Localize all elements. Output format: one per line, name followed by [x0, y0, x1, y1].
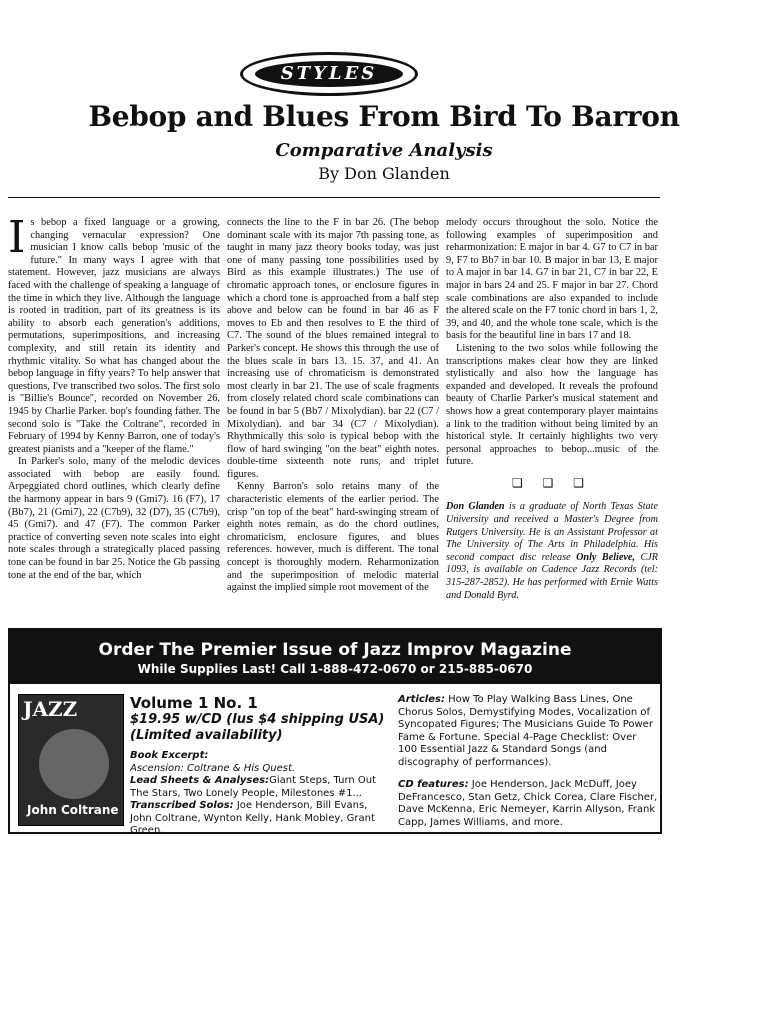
price: $19.95 w/CD (lus $4 shipping USA): [130, 712, 385, 727]
portrait-shape: [39, 729, 109, 799]
lead-sheets-text: Giant Steps, Turn Out The Stars, Two Lonely People, Milestones #1...: [130, 775, 377, 799]
ad-phone: While Supplies Last! Call 1-888-472-0670 or 215-885-0670: [137, 662, 533, 676]
lead-sheets-label: Lead Sheets & Analyses:: [130, 775, 270, 786]
paragraph: Listening to the two solos while following the transcriptions makes clear how they are linked stylistically and also how the language has expanded and developed. It reveals the profound beauty of Charlie Parker's musical statement and shows how a great contemporary player maintains a link to the tradition without being limited by an historical style. It certainly highlights two very personal approaches to bebop...music of the future.: [446, 342, 658, 468]
excerpt-label: Book Excerpt:: [130, 750, 209, 761]
styles-badge-label: STYLES: [255, 61, 403, 87]
cover-name: John Coltrane: [27, 803, 119, 817]
volume-label: Volume 1 No. 1: [130, 694, 258, 712]
bio-text: is a graduate of North Texas State University and received a Master's Degree from Rutgers University. He is an Assistant Professor at The University of The Arts in Philadelphia. His second compact disc release: [446, 501, 658, 563]
cd-text: Joe Henderson, Jack McDuff, Joey DeFrancesco, Stan Getz, Chick Corea, Clare Fischer, Dave McKenna, Eric Nemeyer, Karrin Allyson, Frank Capp, James Williams, and more.: [398, 779, 658, 828]
author-bio: [446, 501, 658, 602]
article-column-1: [8, 212, 220, 582]
cover-masthead: JAZZ: [23, 697, 78, 721]
articles-label: Articles:: [398, 694, 445, 705]
magazine-ad: [8, 628, 662, 834]
ad-contents: [398, 694, 658, 829]
end-marks: ❑ ❑ ❑: [512, 475, 592, 490]
excerpt-text: Ascension: Coltrane & His Quest.: [130, 762, 296, 774]
magazine-cover-image: [18, 694, 124, 826]
author-name: Don Glanden: [446, 501, 505, 513]
paragraph: melody occurs throughout the solo. Notice the following examples of superimposition and reharmonization: E major in bar 4. G7 to C7 in bar 9, F7 to Bb7 in bar 10. B major in bar 13, E major to A major in bar 14. G7 in bar 21, C7 in bar 22, E major in bars 24 and 25. F major in bar 27. Chord scale combinations are also expanded to include the altered scale on the F7 tonic chord in bars 1, 2, 39, and 40, and the whole tone scale, which is the basis for the beautiful line in bars 17 and 18.: [446, 217, 658, 342]
excerpt-block: [130, 750, 390, 838]
availability: (Limited availability): [130, 728, 283, 743]
transcribed-label: Transcribed Solos:: [130, 800, 234, 811]
paragraph-text: s bebop a fixed language or a growing, changing vernacular expression? One musician I know calls bebop 'music of the future." In many ways I agree with that statement. However, jazz musicians are always faced with the challenge of speaking a language of the time in which they live. Although the language is rooted in tradition, part of its greatness is its ability to absorb each generation's additions, permutations, superimpositions, and increasing complexity, and still retain its identity and rhythmic vitality. So what has changed about the bebop language in fifty years? To help answer that questions, I've transcribed two solos. The first solo is "Billie's Bounce", recorded on November 26. 1945 by Charlie Parker. bop's founding father. The second solo is "Take the Coltrane", recorded in February of 1994 by Kenny Barron, one of today's greatest pianists and a "keeper of the flame.": [8, 217, 220, 455]
ad-headline: Order The Premier Issue of Jazz Improv Magazine: [98, 640, 572, 660]
paragraph: In Parker's solo, many of the melodic devices associated with bebop are easily found. Arpeggiated chord outlines, which clearly define the harmony appear in bars 9 (Gmi7). 16 (F7), 17 (Bb7), 21 (Gmi7), 22 (C7b9), 32 (D7), 35 (C7b9), 45 (Gmi7). and 47 (F7). The common Parker practice of converting seven note scales into eight note scales through a strategically placed passing tone can be found in bar 25. Notice the Gb passing tone at the end of the bar, which: [8, 456, 220, 581]
bio-text: CJR 1093, is available on Cadence Jazz Records (tel: 315-287-2852). He has performed with Ernie Watts and Donald Byrd.: [446, 551, 658, 601]
article-title: Bebop and Blues From Bird To Barron: [88, 100, 680, 133]
paragraph: [8, 212, 220, 456]
article-column-3: [446, 217, 658, 602]
album-title: Only Believe,: [576, 551, 635, 563]
cd-block: [398, 779, 658, 829]
ad-header: [10, 630, 660, 684]
articles-block: [398, 694, 658, 769]
header-divider: [8, 197, 660, 198]
ad-issue-details: [130, 694, 390, 838]
paragraph: Kenny Barron's solo retains many of the characteristic elements of the earlier period. The crisp "on top of the beat" hard-swinging stream of eighth notes remain, as do the chord outlines, chromaticism, enclosure figures, and blues references. however, much is different. The tonal concept is thoroughly modern. Reharmonization and the superimposition of melodic material against the implied simple root movement of the: [227, 481, 439, 594]
transcribed-text: Joe Henderson, Bill Evans, John Coltrane, Wynton Kelly, Hank Mobley, Grant Green.: [130, 800, 375, 836]
article-byline: By Don Glanden: [318, 164, 450, 183]
styles-badge: [240, 52, 418, 96]
articles-text: How To Play Walking Bass Lines, One Chorus Solos, Demystifying Modes, Vocalization of Syncopated Figures; The Musicians Guide To Power Fame & Fortune. Special 4-Page Checklist: Over 100 Essential Jazz & Standard Songs (and discography of performances).: [398, 694, 653, 768]
paragraph: connects the line to the F in bar 26. (The bebop dominant scale with its major 7th passing tone, as taught in many jazz theory books today, was just one of many passing tone possibilities used by Bird as this example illustrates.) The use of chromatic approach tones, or enclosure figures in which a chord tone is approached from a half step above and below can be found in bar 46 as F moves to Eb and then resolves to E the third of C7. The sound of the blues remained integral to Parker's concept. He shows this through the use of the blues scale in bars 13. 15. 37, and 41. An increasing use of chromaticism is demonstrated most clearly in bar 21. The use of scale fragments from closely related chord scale combinations can be found in bar 5 (Bb7 / Mixolydian). bar 22 (C7 / Mixolydian). and bar 34 (C7 / Mixolydian). Rhythmically this solo is typical bebop with the flow of hard swinging "on the beat" eighth notes. double-time sixteenth note runs, and triplet figures.: [227, 217, 439, 480]
article-column-2: [227, 217, 439, 595]
article-subtitle: Comparative Analysis: [275, 140, 493, 161]
cd-label: CD features:: [398, 779, 469, 790]
drop-cap: I: [8, 212, 26, 263]
